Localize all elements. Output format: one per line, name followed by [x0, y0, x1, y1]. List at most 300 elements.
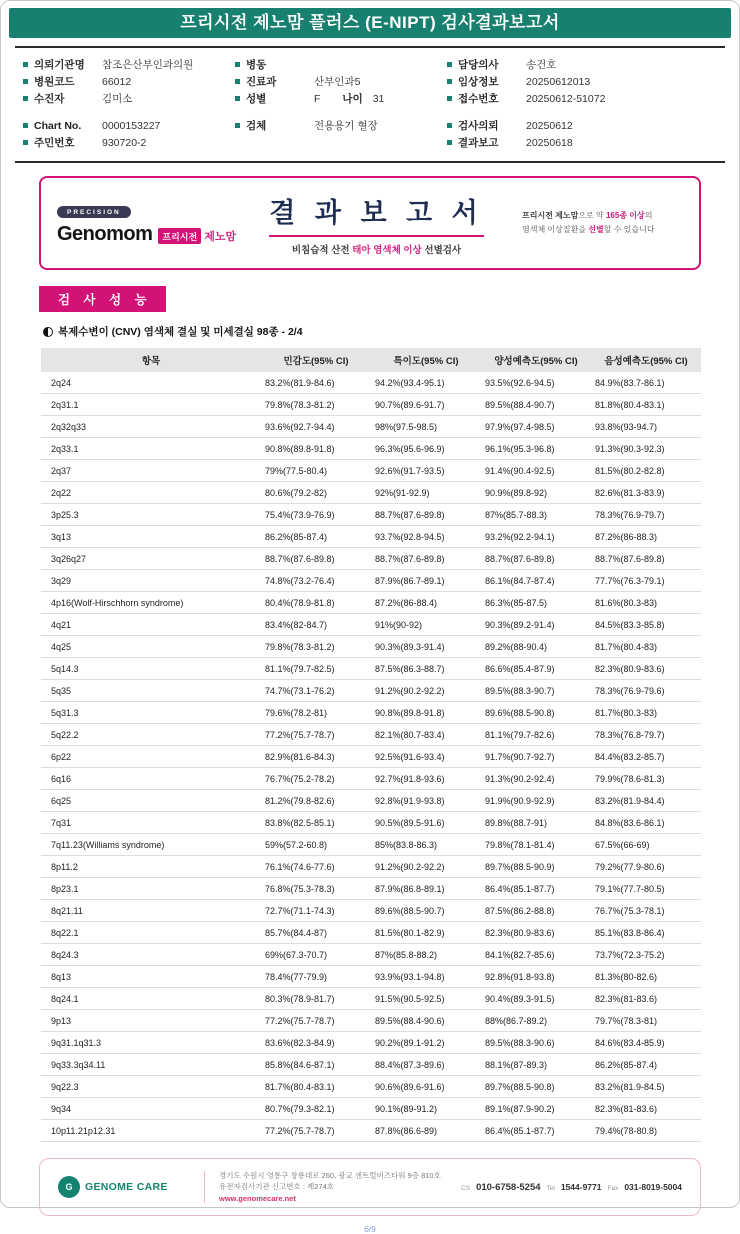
- metric-cell: 78.3%(76.9-79.7): [591, 504, 701, 526]
- subtitle-highlight: 태아 염색체 이상: [352, 244, 422, 256]
- patient-field: [235, 56, 447, 73]
- performance-table: [41, 348, 701, 1142]
- precision-badge: PRECISION: [57, 206, 131, 218]
- field-value: 20250618: [526, 136, 573, 149]
- col-header-region: 항목: [41, 348, 261, 372]
- metric-cell: 88%(86.7-89.2): [481, 1010, 591, 1032]
- metric-cell: 81.7%(80.4-83.1): [261, 1076, 371, 1098]
- side-brand: 프리시전 제노맘: [522, 211, 579, 221]
- side-note-line1: [522, 209, 683, 223]
- metric-cell: 84.5%(83.3-85.8): [591, 614, 701, 636]
- patient-field: [23, 90, 235, 107]
- footer-box: [39, 1158, 701, 1216]
- table-row: [41, 658, 701, 680]
- metric-cell: 87.2%(86-88.3): [591, 526, 701, 548]
- section-header-row: [39, 286, 701, 312]
- metric-cell: 86.4%(85.1-87.7): [481, 1120, 591, 1142]
- metric-cell: 79.2%(77.9-80.6): [591, 856, 701, 878]
- field-label: 검사의뢰: [458, 120, 499, 132]
- table-row: [41, 614, 701, 636]
- metric-cell: 89.2%(88-90.4): [481, 636, 591, 658]
- table-row: [41, 526, 701, 548]
- metric-cell: 81.7%(80.4-83): [591, 636, 701, 658]
- metric-cell: 82.3%(80.9-83.6): [481, 922, 591, 944]
- metric-cell: 89.6%(88.5-90.8): [481, 702, 591, 724]
- bullet-square-icon: [235, 79, 240, 84]
- region-cell: 3p25.3: [41, 504, 261, 526]
- patient-field: [235, 90, 447, 107]
- metric-cell: 90.2%(89.1-91.2): [371, 1032, 481, 1054]
- metric-cell: 81.1%(79.7-82.5): [261, 658, 371, 680]
- metric-cell: 90.1%(89-91.2): [371, 1098, 481, 1120]
- metric-cell: 84.9%(83.7-86.1): [591, 372, 701, 394]
- metric-cell: 78.3%(76.8-79.7): [591, 724, 701, 746]
- metric-cell: 87%(85.7-88.3): [481, 504, 591, 526]
- metric-cell: 83.2%(81.9-84.6): [261, 372, 371, 394]
- side-note-line2: [522, 223, 683, 237]
- region-cell: 9p13: [41, 1010, 261, 1032]
- metric-cell: 89.6%(88.5-90.7): [371, 900, 481, 922]
- genomecare-logo-icon: G: [58, 1176, 80, 1198]
- region-cell: 8q24.1: [41, 988, 261, 1010]
- region-cell: 3q29: [41, 570, 261, 592]
- table-row: [41, 1054, 701, 1076]
- region-cell: 7q11.23(Williams syndrome): [41, 834, 261, 856]
- table-row: [41, 680, 701, 702]
- metric-cell: 90.7%(89.6-91.7): [371, 394, 481, 416]
- metric-cell: 73.7%(72.3-75.2): [591, 944, 701, 966]
- metric-cell: 80.4%(78.9-81.8): [261, 592, 371, 614]
- metric-cell: 91.2%(90.2-92.2): [371, 856, 481, 878]
- report-title-block: [249, 191, 504, 256]
- metric-cell: 91.4%(90.4-92.5): [481, 460, 591, 482]
- metric-cell: 92.8%(91.9-93.8): [371, 790, 481, 812]
- table-row: [41, 1010, 701, 1032]
- metric-cell: 86.3%(85-87.5): [481, 592, 591, 614]
- field-value: 산부인과5: [314, 76, 361, 88]
- metric-cell: 87.2%(86-88.4): [371, 592, 481, 614]
- region-cell: 2q22: [41, 482, 261, 504]
- table-row: [41, 724, 701, 746]
- field-label: 병원코드: [34, 76, 75, 88]
- metric-cell: 74.7%(73.1-76.2): [261, 680, 371, 702]
- metric-cell: 89.7%(88.5-90.9): [481, 856, 591, 878]
- metric-cell: 89.8%(88.7-91): [481, 812, 591, 834]
- region-cell: 2q31.1: [41, 394, 261, 416]
- cs-label: CS: [461, 1184, 471, 1192]
- page-number: 6/9: [364, 1224, 376, 1234]
- metric-cell: 75.4%(73.9-76.9): [261, 504, 371, 526]
- field-value: 930720-2: [102, 136, 147, 149]
- table-row: [41, 1076, 701, 1098]
- field-value: 참조은산부인과의원: [102, 59, 194, 71]
- region-cell: 5q14.3: [41, 658, 261, 680]
- patient-field: [23, 134, 235, 151]
- metric-cell: 69%(67.3-70.7): [261, 944, 371, 966]
- bullet-square-icon: [447, 96, 452, 101]
- metric-cell: 94.2%(93.4-95.1): [371, 372, 481, 394]
- brand-korean-text: 제노맘: [204, 230, 237, 243]
- tel-label: Tel: [546, 1184, 555, 1192]
- metric-cell: 87.9%(86.8-89.1): [371, 878, 481, 900]
- patient-info-section: [15, 46, 725, 163]
- region-cell: 9q33.3q34.11: [41, 1054, 261, 1076]
- metric-cell: 84.6%(83.4-85.9): [591, 1032, 701, 1054]
- metric-cell: 88.7%(87.6-89.8): [371, 548, 481, 570]
- report-subtitle: [249, 242, 504, 256]
- metric-cell: 86.4%(85.1-87.7): [481, 878, 591, 900]
- bullet-square-icon: [235, 123, 240, 128]
- field-value: 66012: [102, 75, 132, 88]
- metric-cell: 83.8%(82.5-85.1): [261, 812, 371, 834]
- metric-cell: 91.2%(90.2-92.2): [371, 680, 481, 702]
- tel-number: 1544-9771: [560, 1181, 602, 1192]
- metric-cell: 89.1%(87.9-90.2): [481, 1098, 591, 1120]
- fax-label: Fax: [607, 1184, 619, 1192]
- region-cell: 7q31: [41, 812, 261, 834]
- table-row: [41, 878, 701, 900]
- field-label: 임상정보: [458, 76, 499, 88]
- patient-col-right: [447, 56, 717, 151]
- field-label: Chart No.: [34, 119, 82, 132]
- patient-field: [447, 90, 717, 107]
- metric-cell: 79.8%(78.1-81.4): [481, 834, 591, 856]
- field-value: 전용용기 혈장: [314, 120, 378, 132]
- metric-cell: 88.7%(87.6-89.8): [261, 548, 371, 570]
- metric-cell: 98%(97.5-98.5): [371, 416, 481, 438]
- cs-number: 010-6758-5254: [476, 1181, 541, 1193]
- bullet-square-icon: [23, 96, 28, 101]
- metric-cell: 93.2%(92.2-94.1): [481, 526, 591, 548]
- metric-cell: 93.6%(92.7-94.4): [261, 416, 371, 438]
- col-header-specificity: 특이도(95% CI): [371, 348, 481, 372]
- address-line1: 경기도 수원시 영통구 창룡대로 260, 광교 센트럴비즈타워 9층 810호: [219, 1170, 441, 1180]
- region-cell: 8p11.2: [41, 856, 261, 878]
- region-cell: 5q22.2: [41, 724, 261, 746]
- field-label: 수진자: [34, 93, 65, 105]
- table-row: [41, 944, 701, 966]
- metric-cell: 77.2%(75.7-78.7): [261, 1120, 371, 1142]
- region-cell: 8p23.1: [41, 878, 261, 900]
- field-value: 김미소: [102, 93, 133, 105]
- region-cell: 3q13: [41, 526, 261, 548]
- cnv-table-body: [41, 372, 701, 1142]
- metric-cell: 92.6%(91.7-93.5): [371, 460, 481, 482]
- metric-cell: 97.9%(97.4-98.5): [481, 416, 591, 438]
- metric-cell: 76.1%(74.6-77.6): [261, 856, 371, 878]
- region-cell: 2q32q33: [41, 416, 261, 438]
- region-cell: 10p11.21p12.31: [41, 1120, 261, 1142]
- side-text-4: 할 수 있습니다: [603, 225, 655, 234]
- metric-cell: 59%(57.2-60.8): [261, 834, 371, 856]
- metric-cell: 76.7%(75.2-78.2): [261, 768, 371, 790]
- metric-cell: 93.8%(93-94.7): [591, 416, 701, 438]
- metric-cell: 72.7%(71.1-74.3): [261, 900, 371, 922]
- metric-cell: 81.7%(80.3-83): [591, 702, 701, 724]
- patient-field: [447, 56, 717, 73]
- metric-cell: 82.3%(81-83.6): [591, 988, 701, 1010]
- genomecare-logo-text: GENOME CARE: [85, 1181, 168, 1193]
- metric-cell: 82.3%(81-83.6): [591, 1098, 701, 1120]
- bullet-square-icon: [23, 140, 28, 145]
- table-header: [41, 348, 701, 372]
- table-row: [41, 790, 701, 812]
- metric-cell: 90.9%(89.8-92): [481, 482, 591, 504]
- metric-cell: 78.4%(77-79.9): [261, 966, 371, 988]
- half-filled-circle-icon: [43, 327, 53, 337]
- metric-cell: 79.4%(78-80.8): [591, 1120, 701, 1142]
- table-row: [41, 746, 701, 768]
- brand-line: [57, 223, 249, 246]
- metric-cell: 74.8%(73.2-76.4): [261, 570, 371, 592]
- table-row: [41, 834, 701, 856]
- region-cell: 8q22.1: [41, 922, 261, 944]
- metric-cell: 86.2%(85-87.4): [591, 1054, 701, 1076]
- brand-korean-badge: 프리시전: [158, 228, 201, 244]
- metric-cell: 88.1%(87-89.3): [481, 1054, 591, 1076]
- metric-cell: 84.8%(83.6-86.1): [591, 812, 701, 834]
- genomom-logo: [57, 201, 249, 246]
- metric-cell: 90.8%(89.8-91.8): [261, 438, 371, 460]
- metric-cell: 85.7%(84.4-87): [261, 922, 371, 944]
- table-row: [41, 702, 701, 724]
- metric-cell: 91.3%(90.3-92.3): [591, 438, 701, 460]
- table-row: [41, 922, 701, 944]
- metric-cell: 91.9%(90.9-92.9): [481, 790, 591, 812]
- field-value: F: [314, 92, 321, 105]
- bullet-square-icon: [447, 79, 452, 84]
- table-row: [41, 570, 701, 592]
- metric-cell: 90.6%(89.6-91.6): [371, 1076, 481, 1098]
- table-row: [41, 1032, 701, 1054]
- metric-cell: 79.8%(78.3-81.2): [261, 394, 371, 416]
- region-cell: 6p22: [41, 746, 261, 768]
- fax-number: 031-8019-5004: [624, 1181, 682, 1192]
- bullet-square-icon: [447, 140, 452, 145]
- metric-cell: 78.3%(76.9-79.6): [591, 680, 701, 702]
- region-cell: 9q34: [41, 1098, 261, 1120]
- table-row: [41, 636, 701, 658]
- metric-cell: 85.8%(84.6-87.1): [261, 1054, 371, 1076]
- table-row: [41, 812, 701, 834]
- table-row: [41, 504, 701, 526]
- report-title: 결 과 보 고 서: [269, 191, 483, 237]
- bullet-square-icon: [447, 62, 452, 67]
- metric-cell: 87.9%(86.7-89.1): [371, 570, 481, 592]
- table-row: [41, 966, 701, 988]
- col-header-sensitivity: 민감도(95% CI): [261, 348, 371, 372]
- metric-cell: 89.5%(88.4-90.6): [371, 1010, 481, 1032]
- website-link: www.genomecare.net: [219, 1193, 296, 1203]
- patient-field: [235, 117, 447, 134]
- footer-divider: [204, 1171, 205, 1203]
- field-label: 결과보고: [458, 137, 499, 149]
- metric-cell: 91.5%(90.5-92.5): [371, 988, 481, 1010]
- metric-cell: 79.6%(78.2-81): [261, 702, 371, 724]
- metric-cell: 96.3%(95.6-96.9): [371, 438, 481, 460]
- field-label: 병동: [246, 59, 267, 71]
- table-row: [41, 900, 701, 922]
- metric-cell: 79.7%(78.3-81): [591, 1010, 701, 1032]
- table-row: [41, 592, 701, 614]
- cnv-note: [43, 324, 697, 339]
- patient-field: [447, 117, 717, 134]
- region-cell: 6q16: [41, 768, 261, 790]
- side-text-2: 의: [644, 211, 653, 221]
- region-cell: 6q25: [41, 790, 261, 812]
- metric-cell: 87.5%(86.3-88.7): [371, 658, 481, 680]
- result-report-box: [39, 176, 701, 270]
- metric-cell: 92.8%(91.8-93.8): [481, 966, 591, 988]
- field-value: 20250612013: [526, 75, 591, 88]
- metric-cell: 81.8%(80.4-83.1): [591, 394, 701, 416]
- metric-cell: 84.1%(82.7-85.6): [481, 944, 591, 966]
- region-cell: 2q37: [41, 460, 261, 482]
- metric-cell: 76.8%(75.3-78.3): [261, 878, 371, 900]
- region-cell: 4q21: [41, 614, 261, 636]
- subtitle-pre: 비침습적 산전: [291, 244, 353, 256]
- metric-cell: 92.5%(91.6-93.4): [371, 746, 481, 768]
- table-row: [41, 548, 701, 570]
- table-row: [41, 438, 701, 460]
- table-row: [41, 856, 701, 878]
- metric-cell: 89.5%(88.3-90.7): [481, 680, 591, 702]
- table-row: [41, 768, 701, 790]
- patient-col-left: [23, 56, 235, 151]
- field-value: 0000153227: [102, 119, 161, 132]
- metric-cell: 85%(83.8-86.3): [371, 834, 481, 856]
- metric-cell: 79.8%(78.3-81.2): [261, 636, 371, 658]
- patient-field: [23, 56, 235, 73]
- region-cell: 4p16(Wolf-Hirschhorn syndrome): [41, 592, 261, 614]
- patient-field: [447, 73, 717, 90]
- bullet-square-icon: [447, 123, 452, 128]
- metric-cell: 81.5%(80.1-82.9): [371, 922, 481, 944]
- col-header-npv: 음성예측도(95% CI): [591, 348, 701, 372]
- metric-cell: 77.2%(75.7-78.7): [261, 1010, 371, 1032]
- metric-cell: 67.5%(66-69): [591, 834, 701, 856]
- footer-address: [219, 1170, 461, 1205]
- field-label: 검체: [246, 120, 267, 132]
- metric-cell: 88.7%(87.6-89.8): [481, 548, 591, 570]
- bullet-square-icon: [235, 96, 240, 101]
- patient-field: [447, 134, 717, 151]
- metric-cell: 90.8%(89.8-91.8): [371, 702, 481, 724]
- region-cell: 4q25: [41, 636, 261, 658]
- region-cell: 2q33.1: [41, 438, 261, 460]
- field-label: 주민번호: [34, 137, 75, 149]
- field-label: 성별: [246, 93, 267, 105]
- field-value: 31: [372, 92, 385, 105]
- table-row: [41, 394, 701, 416]
- bullet-square-icon: [23, 123, 28, 128]
- table-row: [41, 482, 701, 504]
- table-row: [41, 372, 701, 394]
- metric-cell: 81.6%(80.3-83): [591, 592, 701, 614]
- genomecare-logo: [58, 1176, 190, 1198]
- region-cell: 5q31.3: [41, 702, 261, 724]
- side-text-3: 염색체 이상질환을: [522, 225, 589, 234]
- patient-field: [23, 117, 235, 134]
- footer-contact: [461, 1182, 682, 1193]
- metric-cell: 93.5%(92.6-94.5): [481, 372, 591, 394]
- side-text-1: 으로 약: [578, 211, 606, 221]
- metric-cell: 86.2%(85-87.4): [261, 526, 371, 548]
- field-label: 의뢰기관명: [34, 59, 85, 71]
- metric-cell: 93.9%(93.1-94.8): [371, 966, 481, 988]
- address-line2: 유전자검사기관 신고번호 : 제274호: [219, 1182, 335, 1192]
- metric-cell: 90.5%(89.5-91.6): [371, 812, 481, 834]
- bullet-square-icon: [235, 62, 240, 67]
- metric-cell: 79.1%(77.7-80.5): [591, 878, 701, 900]
- region-cell: 9q31.1q31.3: [41, 1032, 261, 1054]
- metric-cell: 80.6%(79.2-82): [261, 482, 371, 504]
- metric-cell: 86.1%(84.7-87.4): [481, 570, 591, 592]
- side-highlight-2: 선별: [588, 225, 604, 234]
- region-cell: 8q13: [41, 966, 261, 988]
- region-cell: 8q21.11: [41, 900, 261, 922]
- region-cell: 9q22.3: [41, 1076, 261, 1098]
- metric-cell: 84.4%(83.2-85.7): [591, 746, 701, 768]
- metric-cell: 79%(77.5-80.4): [261, 460, 371, 482]
- metric-cell: 90.3%(89.3-91.4): [371, 636, 481, 658]
- brand-wordmark: Genomom: [57, 222, 153, 245]
- patient-field: [23, 73, 235, 90]
- metric-cell: 82.1%(80.7-83.4): [371, 724, 481, 746]
- metric-cell: 88.7%(87.6-89.8): [591, 548, 701, 570]
- table-row: [41, 988, 701, 1010]
- metric-cell: 83.4%(82-84.7): [261, 614, 371, 636]
- metric-cell: 96.1%(95.3-96.8): [481, 438, 591, 460]
- metric-cell: 77.7%(76.3-79.1): [591, 570, 701, 592]
- metric-cell: 77.2%(75.7-78.7): [261, 724, 371, 746]
- col-header-ppv: 양성예측도(95% CI): [481, 348, 591, 372]
- metric-cell: 81.1%(79.7-82.6): [481, 724, 591, 746]
- metric-cell: 89.5%(88.3-90.6): [481, 1032, 591, 1054]
- bullet-square-icon: [23, 62, 28, 67]
- report-side-note: [504, 209, 683, 236]
- metric-cell: 82.6%(81.3-83.9): [591, 482, 701, 504]
- metric-cell: 87%(85.8-88.2): [371, 944, 481, 966]
- metric-cell: 91.3%(90.2-92.4): [481, 768, 591, 790]
- metric-cell: 81.2%(79.8-82.6): [261, 790, 371, 812]
- metric-cell: 80.7%(79.3-82.1): [261, 1098, 371, 1120]
- table-header-row: [41, 348, 701, 372]
- metric-cell: 83.2%(81.9-84.5): [591, 1076, 701, 1098]
- metric-cell: 91.7%(90.7-92.7): [481, 746, 591, 768]
- metric-cell: 82.3%(80.9-83.6): [591, 658, 701, 680]
- metric-cell: 80.3%(78.9-81.7): [261, 988, 371, 1010]
- side-highlight-1: 165종 이상: [605, 211, 645, 221]
- metric-cell: 79.9%(78.6-81.3): [591, 768, 701, 790]
- metric-cell: 83.2%(81.9-84.4): [591, 790, 701, 812]
- metric-cell: 90.4%(89.3-91.5): [481, 988, 591, 1010]
- field-value: 송건호: [526, 59, 557, 71]
- metric-cell: 86.6%(85.4-87.9): [481, 658, 591, 680]
- region-cell: 2q24: [41, 372, 261, 394]
- table-row: [41, 1120, 701, 1142]
- metric-cell: 81.5%(80.2-82.8): [591, 460, 701, 482]
- metric-cell: 76.7%(75.3-78.1): [591, 900, 701, 922]
- metric-cell: 93.7%(92.8-94.5): [371, 526, 481, 548]
- cnv-note-text: 복제수변이 (CNV) 염색체 결실 및 미세결실 98종 - 2/4: [58, 326, 303, 338]
- metric-cell: 85.1%(83.8-86.4): [591, 922, 701, 944]
- table-row: [41, 460, 701, 482]
- table-row: [41, 416, 701, 438]
- metric-cell: 87.8%(86.6-89): [371, 1120, 481, 1142]
- metric-cell: 88.4%(87.3-89.6): [371, 1054, 481, 1076]
- metric-cell: 89.7%(88.5-90.8): [481, 1076, 591, 1098]
